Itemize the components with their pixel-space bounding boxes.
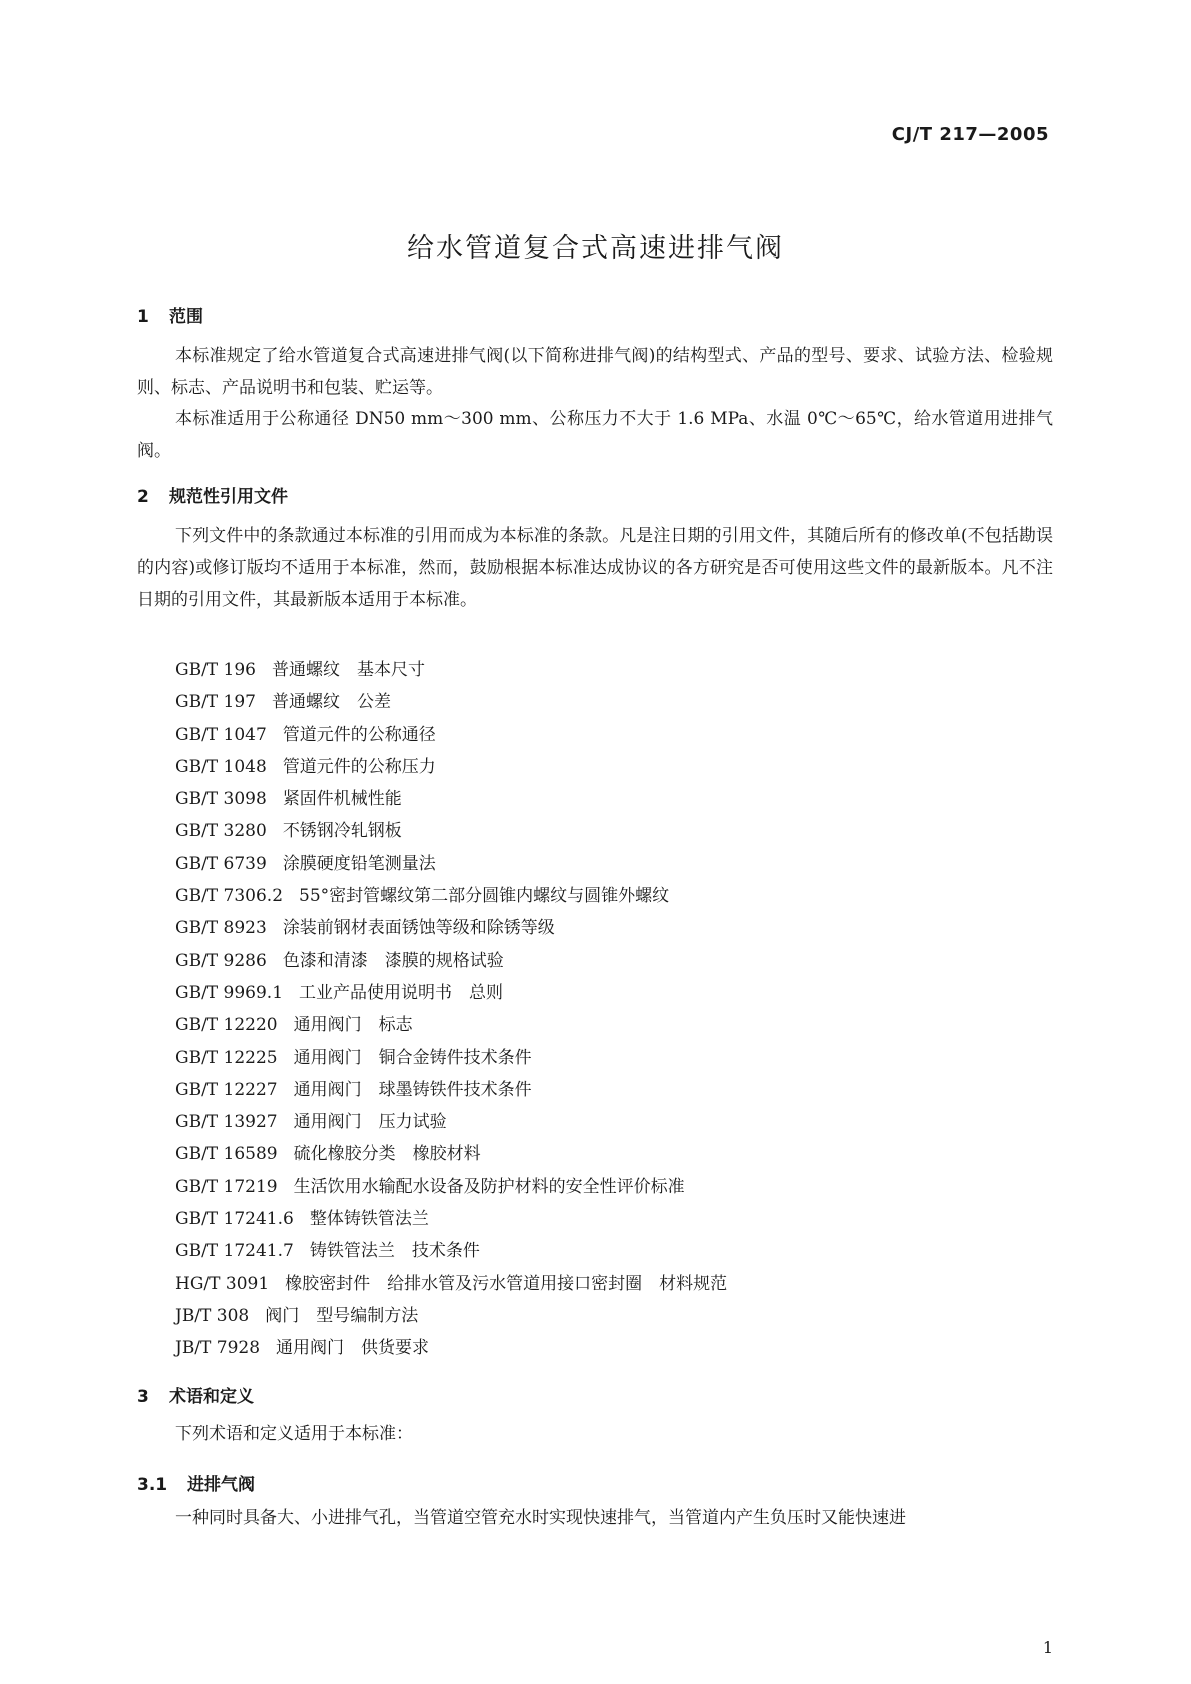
- reference-code: GB/T 196: [175, 660, 256, 680]
- reference-code: GB/T 3098: [175, 789, 267, 810]
- reference-code: GB/T 9969.1: [175, 982, 284, 1003]
- page-number: 1: [1042, 1638, 1053, 1657]
- reference-item: [175, 912, 727, 944]
- subsection-title: 进排气阀: [187, 1475, 255, 1495]
- reference-item: [175, 719, 727, 751]
- reference-code: GB/T 8923: [175, 918, 267, 939]
- section-title: 术语和定义: [169, 1387, 254, 1407]
- definition-paragraph: 一种同时具备大、小进排气孔，当管道空管充水时实现快速排气，当管道内产生负压时又能快速进: [175, 1508, 906, 1528]
- reference-code: GB/T 3280: [175, 821, 267, 842]
- reference-code: GB/T 17241.6: [175, 1209, 294, 1230]
- reference-code: GB/T 1047: [175, 724, 267, 745]
- section-1-heading: [137, 302, 203, 327]
- reference-item: [175, 815, 727, 847]
- section-number: 3: [137, 1387, 149, 1407]
- reference-item: [175, 1106, 727, 1138]
- reference-item: [175, 1074, 727, 1106]
- reference-item: [175, 1332, 727, 1364]
- reference-item: [175, 1268, 727, 1300]
- subsection-3-1-heading: [137, 1470, 255, 1495]
- section-number: 2: [137, 487, 149, 507]
- reference-code: GB/T 12220: [175, 1015, 278, 1036]
- reference-item: [175, 880, 727, 912]
- subsection-number: 3.1: [137, 1475, 168, 1495]
- reference-title: 通用阀门 压力试验: [293, 1112, 447, 1133]
- reference-item: [175, 1138, 727, 1170]
- reference-item: [175, 1235, 727, 1267]
- reference-title: 橡胶密封件 给排水管及污水管道用接口密封圈 材料规范: [285, 1273, 728, 1294]
- reference-code: GB/T 12225: [175, 1047, 278, 1068]
- reference-code: GB/T 1048: [175, 756, 267, 777]
- reference-title: 普通螺纹 基本尺寸: [272, 660, 425, 680]
- reference-title: 生活饮用水输配水设备及防护材料的安全性评价标准: [293, 1176, 685, 1197]
- reference-item: [175, 751, 727, 783]
- scope-paragraph-1: 本标准规定了给水管道复合式高速进排气阀(以下简称进排气阀)的结构型式、产品的型号、要求、试验方法、检验规则、标志、产品说明书和包装、贮运等。: [137, 346, 1053, 398]
- reference-item: [175, 977, 727, 1009]
- reference-code: GB/T 7306.2: [175, 886, 284, 907]
- reference-item: [175, 1009, 727, 1041]
- reference-title: 硫化橡胶分类 橡胶材料: [293, 1144, 481, 1165]
- reference-item: [175, 945, 727, 977]
- reference-code: GB/T 12227: [175, 1079, 278, 1100]
- reference-item: [175, 1171, 727, 1203]
- section-3-heading: [137, 1382, 254, 1407]
- reference-title: 不锈钢冷轧钢板: [282, 821, 402, 842]
- reference-code: HG/T 3091: [175, 1273, 270, 1294]
- reference-list: [175, 654, 727, 1365]
- reference-title: 铸铁管法兰 技术条件: [309, 1241, 480, 1262]
- reference-title: 涂膜硬度铅笔测量法: [282, 853, 436, 874]
- reference-title: 紧固件机械性能: [282, 789, 402, 810]
- reference-title: 阀门 型号编制方法: [265, 1305, 419, 1326]
- reference-title: 通用阀门 供货要求: [276, 1338, 430, 1359]
- section-title: 范围: [169, 307, 203, 327]
- standard-code: CJ/T 217—2005: [891, 124, 1049, 145]
- reference-code: GB/T 197: [175, 692, 256, 713]
- reference-item: [175, 686, 727, 718]
- reference-item: [175, 1203, 727, 1235]
- reference-item: [175, 1300, 727, 1332]
- reference-code: JB/T 308: [175, 1305, 250, 1326]
- reference-title: 管道元件的公称通径: [282, 724, 436, 745]
- reference-title: 工业产品使用说明书 总则: [299, 982, 504, 1003]
- reference-code: GB/T 6739: [175, 853, 267, 874]
- reference-title: 整体铸铁管法兰: [309, 1209, 429, 1230]
- reference-item: [175, 1042, 727, 1074]
- reference-item: [175, 848, 727, 880]
- reference-code: GB/T 17241.7: [175, 1241, 294, 1262]
- reference-title: 涂装前钢材表面锈蚀等级和除锈等级: [282, 918, 555, 939]
- reference-code: GB/T 9286: [175, 950, 267, 971]
- reference-code: JB/T 7928: [175, 1338, 261, 1359]
- scope-paragraph-2: 本标准适用于公称通径 DN50 mm～300 mm、公称压力不大于 1.6 MPa、水温 0℃～65℃，给水管道用进排气阀。: [137, 409, 1053, 461]
- reference-title: 通用阀门 铜合金铸件技术条件: [293, 1047, 532, 1068]
- reference-code: GB/T 16589: [175, 1144, 278, 1165]
- reference-item: [175, 783, 727, 815]
- normative-intro-paragraph: 下列文件中的条款通过本标准的引用而成为本标准的条款。凡是注日期的引用文件，其随后所有的修改单(不包括勘误的内容)或修订版均不适用于本标准，然而，鼓励根据本标准达成协议的各方研究是否可使用这些文件的最新版本。凡不注日期的引用文件，其最新版本适用于本标准。: [137, 526, 1053, 610]
- reference-title: 通用阀门 标志: [293, 1015, 413, 1036]
- section-title: 规范性引用文件: [169, 487, 288, 507]
- reference-item: [175, 654, 727, 686]
- reference-title: 管道元件的公称压力: [282, 756, 436, 777]
- reference-title: 普通螺纹 公差: [272, 692, 391, 713]
- reference-title: 通用阀门 球墨铸铁件技术条件: [293, 1079, 532, 1100]
- reference-code: GB/T 13927: [175, 1112, 278, 1133]
- document-title: 给水管道复合式高速进排气阀: [407, 233, 784, 264]
- reference-code: GB/T 17219: [175, 1176, 278, 1197]
- section-number: 1: [137, 307, 149, 327]
- section-2-heading: [137, 482, 288, 507]
- terms-intro-paragraph: 下列术语和定义适用于本标准：: [175, 1424, 413, 1444]
- reference-title: 55°密封管螺纹第二部分圆锥内螺纹与圆锥外螺纹: [299, 886, 670, 907]
- reference-title: 色漆和清漆 漆膜的规格试验: [282, 950, 504, 971]
